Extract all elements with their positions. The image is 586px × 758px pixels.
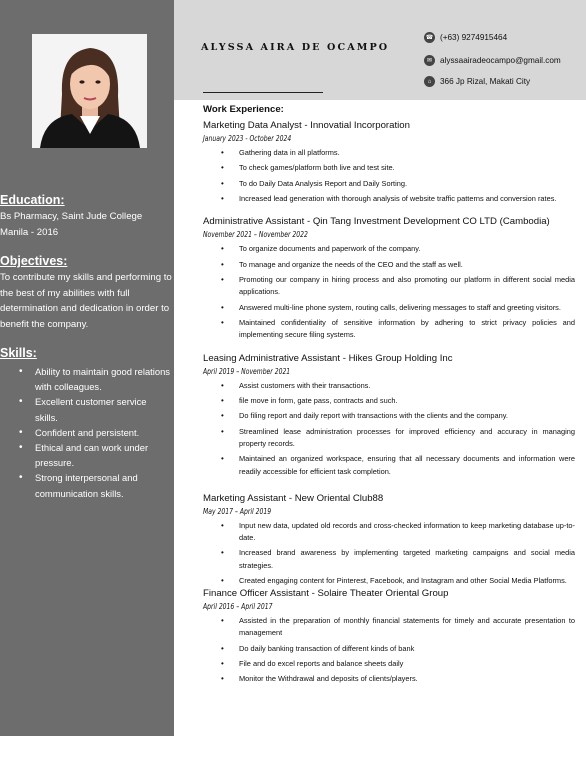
job-title: Marketing Data Analyst - Innovatial Incorporation — [203, 120, 410, 131]
job-duties — [203, 520, 575, 587]
job-duties — [203, 147, 575, 205]
duty-item: • Increased brand awareness by implementing targeted marketing campaigns and social media strategies. — [203, 547, 575, 571]
phone-number: (+63) 9274915464 — [440, 33, 508, 42]
duty-item: • To organize documents and paperwork of the company. — [203, 243, 575, 255]
job-date: November 2021 – November 2022 — [203, 230, 308, 240]
home-icon: ⌂ — [424, 76, 435, 87]
job-entry — [203, 215, 575, 341]
duty-item: • File and do excel reports and balance sheets daily — [203, 658, 575, 670]
skills-heading: Skills: — [0, 346, 37, 360]
job-date: April 2019 – November 2021 — [203, 366, 291, 376]
education-heading: Education: — [0, 193, 65, 207]
duty-item: • Assisted in the preparation of monthly financial statements for timely and accurate presentation to management — [203, 615, 575, 639]
objectives-text: To contribute my skills and performing to the best of my abilities with full determination and dedication in order to benefit the company. — [0, 272, 172, 330]
full-name: ALYSSA AIRA DE OCAMPO — [201, 42, 390, 53]
address-contact — [424, 76, 530, 87]
duty-item: • Created engaging content for Pinterest, Facebook, and Instagram and other Social Media Platforms. — [203, 575, 575, 587]
duty-item: • Maintained an organized workspace, ensuring that all necessary documents and information were readily accessible for efficient task completion. — [203, 453, 575, 477]
header — [174, 0, 586, 100]
duty-item: • To manage and organize the needs of the CEO and the staff as well. — [203, 259, 575, 271]
duty-item: • To do Daily Data Analysis Report and Daily Sorting. — [203, 178, 575, 190]
duty-item: • Monitor the Withdrawal and deposits of clients/players. — [203, 673, 575, 685]
duty-item: • Answered multi-line phone system, routing calls, delivering messages to staff and greeting visitors. — [203, 302, 575, 314]
phone-icon: ☎ — [424, 32, 435, 43]
education-text: Bs Pharmacy, Saint Jude College Manila - 2016 — [0, 211, 143, 238]
email-address: alyssaairadeocampo@gmail.com — [440, 56, 561, 65]
duty-item: • Assist customers with their transactions. — [203, 380, 575, 392]
duty-item: • Do filing report and daily report with transactions with the clients and the company. — [203, 410, 575, 422]
job-duties — [203, 380, 575, 478]
job-entry — [203, 119, 575, 205]
duty-item: • Maintained confidentiality of sensitive information by adhering to strict privacy policies and implementing secure filing systems. — [203, 317, 575, 341]
skill-item: • Strong interpersonal and communication skills. — [0, 470, 170, 500]
duty-item: • Gathering data in all platforms. — [203, 147, 575, 159]
email-icon: ✉ — [424, 55, 435, 66]
name-underline — [203, 92, 323, 93]
duty-item: • Do daily banking transaction of different kinds of bank — [203, 643, 575, 655]
main-content — [203, 104, 575, 692]
duty-item: • Input new data, updated old records and cross-checked information to keep marketing database up-to-date. — [203, 520, 575, 544]
job-title: Administrative Assistant - Qin Tang Investment Development CO LTD (Cambodia) — [203, 216, 550, 228]
duty-item: • Streamlined lease administration processes for improved efficiency and accuracy in managing property records. — [203, 426, 575, 450]
email-contact — [424, 55, 561, 66]
home-address: 366 Jp Rizal, Makati City — [440, 77, 531, 86]
objectives-heading: Objectives: — [0, 254, 68, 268]
duty-item: • Promoting our company in hiring process and also promoting our platform in different social media applications. — [203, 274, 575, 298]
job-title: Marketing Assistant - New Oriental Club88 — [203, 492, 384, 504]
skill-item: • Excellent customer service skills. — [0, 394, 170, 424]
job-duties — [203, 615, 575, 686]
job-entry — [203, 492, 575, 587]
skill-item: • Confident and persistent. — [0, 425, 170, 440]
job-entry — [203, 352, 575, 478]
profile-photo-image — [32, 34, 147, 148]
skills-list — [0, 364, 170, 501]
job-title: Finance Officer Assistant - Solaire Theater Oriental Group — [203, 588, 449, 600]
sidebar — [0, 0, 174, 736]
profile-photo — [32, 34, 147, 148]
job-date: January 2023 - October 2024 — [203, 134, 292, 143]
job-date: May 2017 – April 2019 — [203, 506, 272, 516]
skill-item: • Ability to maintain good relations with colleagues. — [0, 364, 170, 394]
job-entry — [203, 587, 575, 686]
duty-item: • file move in form, gate pass, contracts and such. — [203, 395, 575, 407]
job-title: Leasing Administrative Assistant - Hikes Group Holding Inc — [203, 352, 453, 364]
phone-contact — [424, 32, 507, 43]
work-experience-heading: Work Experience: — [203, 104, 284, 115]
job-duties — [203, 243, 575, 341]
duty-item: • Increased lead generation with thorough analysis of website traffic patterns and conversion rates. — [203, 193, 575, 205]
skill-item: • Ethical and can work under pressure. — [0, 440, 170, 470]
duty-item: • To check games/platform both live and test site. — [203, 162, 575, 174]
job-date: April 2016 – April 2017 — [203, 602, 273, 612]
